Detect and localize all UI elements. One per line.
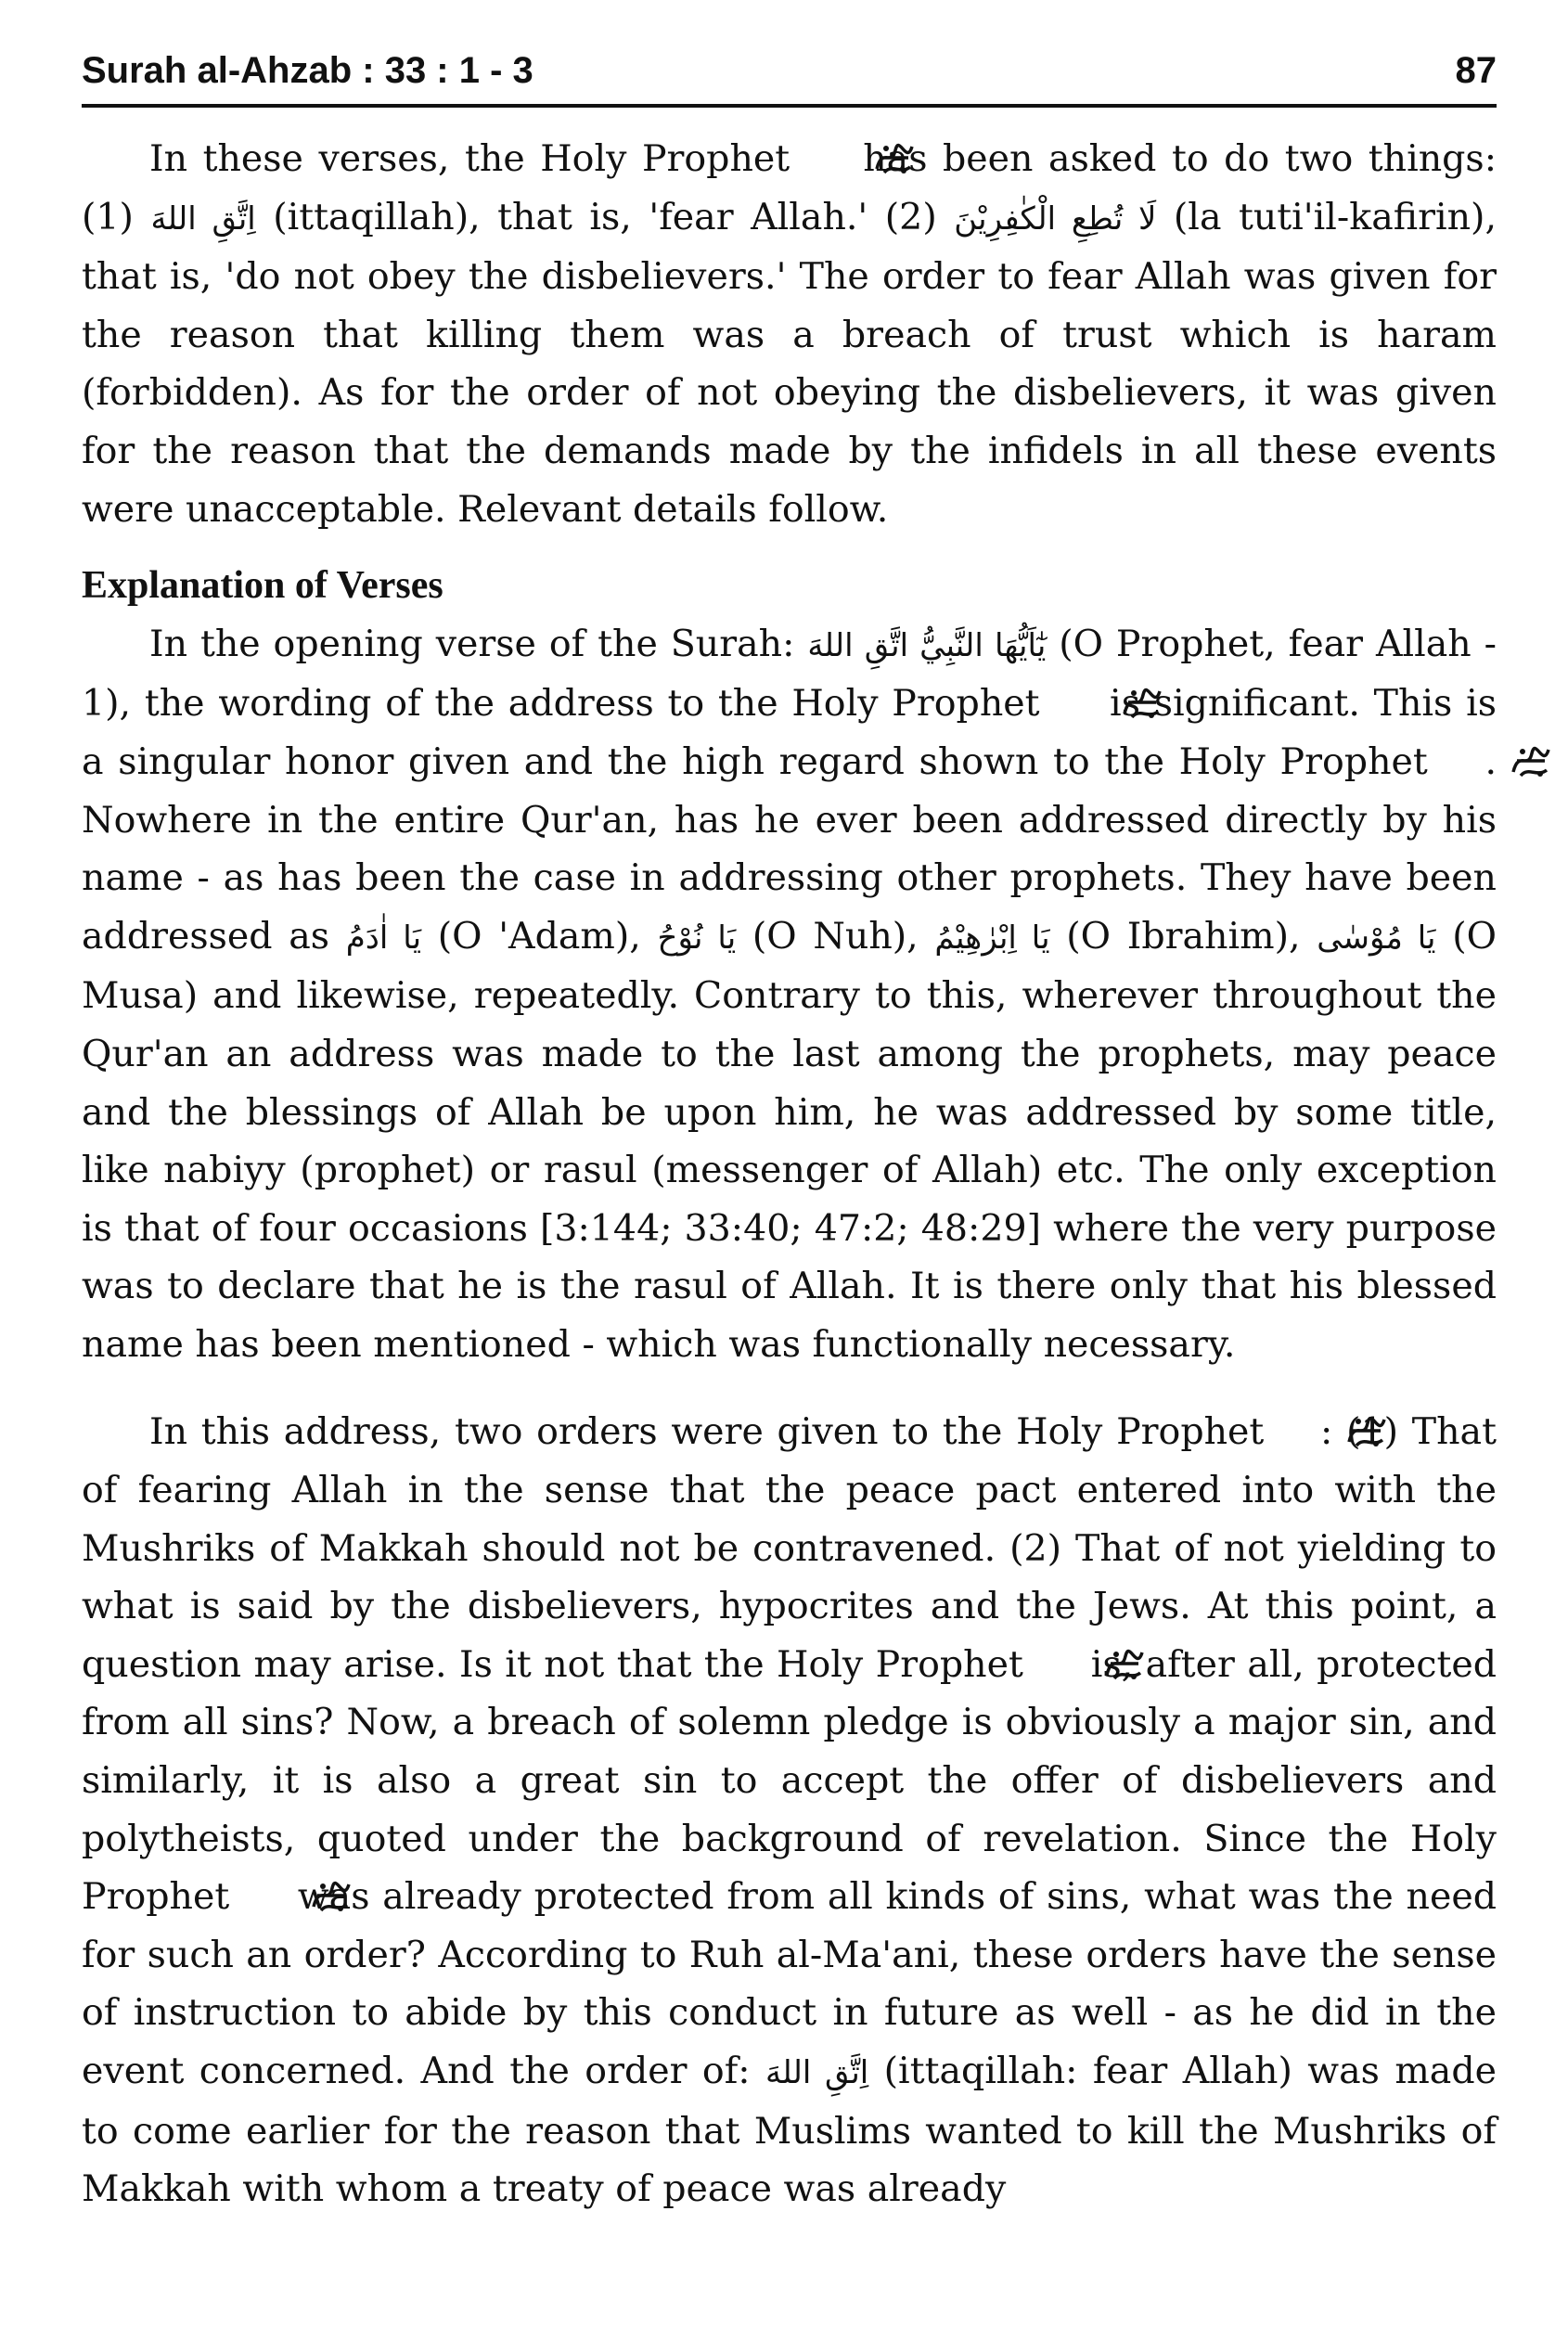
text-run: (la tuti'il-kafirin), that is, 'do not obey the disbelievers.' The order to fear Allah was given for the reason that killing them was a breach of trust which is haram (forbidden). As for the order of not obeying the disbelievers, it was given for the reason that the demands made by the infidels in all these events were unacceptable. Relevant details follow. xyxy=(82,195,1497,531)
text-run: was already protected from all kinds of sins, what was the need for such an order? According to Ruh al-Ma'ani, these orders have the sense of instruction to abide by this conduct in future as well - as he did in the event concerned. And the order of: xyxy=(82,1875,1497,2092)
text-run: (ittaqillah), that is, 'fear Allah.' (2) xyxy=(255,195,955,238)
header-rule xyxy=(82,104,1497,108)
book-page xyxy=(82,37,1497,2211)
running-header xyxy=(82,37,1497,102)
arabic-phrase: لَا تُطِعِ الْكٰفِرِيْنَ xyxy=(954,199,1157,238)
salutation-calligraphy-icon xyxy=(805,135,848,171)
text-run: has been asked to do two things: (1) xyxy=(82,137,1497,238)
salutation-calligraphy-icon xyxy=(1278,1408,1320,1444)
arabic-phrase: يٰٓاَيُّهَا النَّبِيُّ اتَّقِ اللهَ xyxy=(807,626,1047,664)
text-run: In this address, two orders were given to the Holy Prophet xyxy=(149,1410,1279,1454)
text-run: (O Prophet, fear Allah - 1), the wording of the address to the Holy Prophet xyxy=(82,622,1497,726)
text-run: (O 'Adam), xyxy=(421,914,658,958)
paragraph-intro xyxy=(82,130,1497,538)
text-run: . Nowhere in the entire Qur'an, has he ever been addressed directly by his name - as has been the case in addressing other prophets. They have been addressed as xyxy=(82,739,1497,958)
text-run: (ittaqillah: fear Allah) was made to come earlier for the reason that Muslims wanted to kill the Mushriks of Makkah with whom a treaty of peace was already xyxy=(82,2050,1497,2211)
paragraph-explanation xyxy=(82,615,1497,1374)
arabic-phrase: يَا اٰدَمُ xyxy=(345,919,422,957)
arabic-phrase: اِتَّقِ اللهَ xyxy=(765,2054,869,2091)
arabic-phrase: اِتَّقِ اللهَ xyxy=(150,199,256,238)
salutation-calligraphy-icon xyxy=(1442,739,1484,774)
salutation-calligraphy-icon xyxy=(1035,1641,1078,1677)
arabic-phrase: يَا مُوْسٰى xyxy=(1317,919,1436,957)
arabic-phrase: يَا اِبْرٰهِيْمُ xyxy=(934,919,1050,957)
salutation-calligraphy-icon xyxy=(1053,680,1096,715)
text-run: is, after all, protected from all sins? Now, a breach of solemn pledge is obviously a major sin, and similarly, it is also a great sin to accept the offer of disbelievers and polytheists, quoted under the background of revelation. Since the Holy Prophet xyxy=(82,1642,1497,1919)
paragraph-orders xyxy=(82,1403,1497,2218)
text-run: (O Musa) and likewise, repeatedly. Contrary to this, wherever throughout the Qur'an an address was made to the last among the prophets, may peace and the blessings of Allah be upon him, he was addressed by some title, like nabiyy (prophet) or rasul (messenger of Allah) etc. The only exception is that of four occasions [3:144; 33:40; 47:2; 48:29] where the very purpose was to declare that he is the rasul of Allah. It is there only that his blessed name has been mentioned - which was functionally necessary. xyxy=(82,914,1497,1366)
text-run: (O Ibrahim), xyxy=(1049,914,1317,958)
text-run: (O Nuh), xyxy=(736,914,935,958)
salutation-calligraphy-icon xyxy=(242,1873,285,1909)
text-run: : (1) That of fearing Allah in the sense that the peace pact entered into with the Mushriks of Makkah should not be contravened. (2) That of not yielding to what is said by the disbelievers, hypocrites and the Jews. At this point, a question may arise. Is it not that the Holy Prophet xyxy=(82,1410,1497,1686)
page-body xyxy=(82,130,1497,2218)
text-run: In the opening verse of the Surah: xyxy=(149,622,808,665)
section-heading: Explanation of Verses xyxy=(82,564,443,608)
text-run: In these verses, the Holy Prophet xyxy=(149,137,805,180)
text-run: is significant. This is a singular honor given and the high regard shown to the Holy Prophet xyxy=(82,682,1497,783)
page-number: 87 xyxy=(1455,50,1497,91)
arabic-phrase: يَا نُوْحُ xyxy=(657,919,737,957)
running-title: Surah al-Ahzab : 33 : 1 - 3 xyxy=(82,50,533,91)
